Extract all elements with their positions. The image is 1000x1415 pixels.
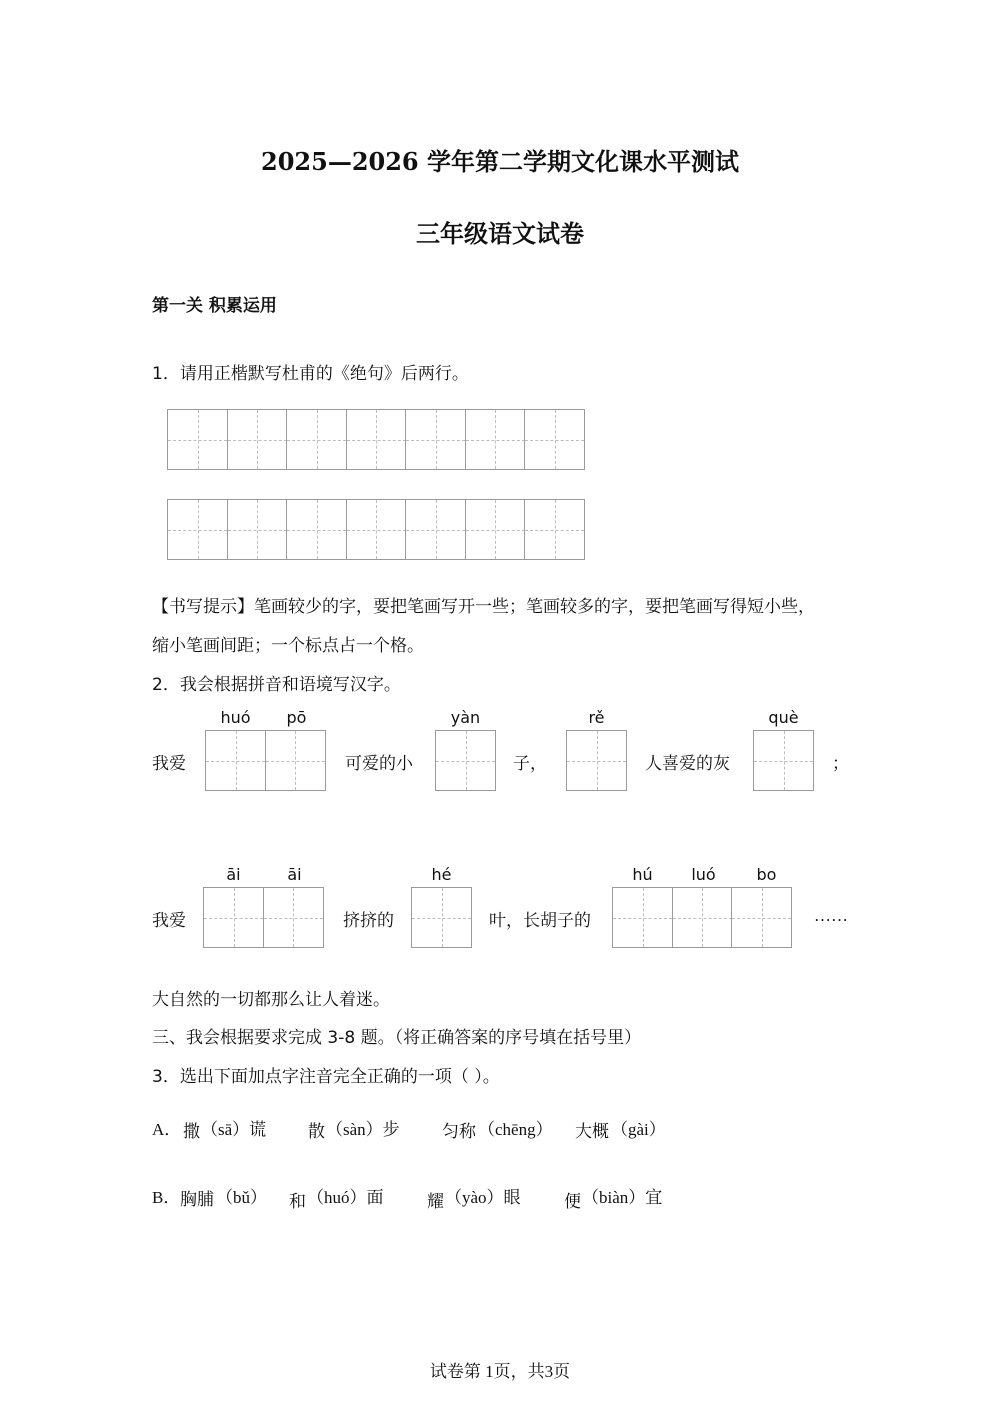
sentence-text: ； bbox=[832, 754, 849, 774]
writing-cell[interactable] bbox=[524, 499, 585, 560]
option-a-word: 撒 bbox=[183, 1122, 200, 1142]
answer-boxes bbox=[566, 730, 627, 791]
option-a-word: 匀称 bbox=[442, 1122, 476, 1142]
question-3-prompt: 3．选出下面加点字注音完全正确的一项（ ）。 bbox=[152, 1067, 500, 1087]
section-heading: 第一关 积累运用 bbox=[152, 296, 277, 316]
option-a-word: 大概 bbox=[575, 1122, 609, 1142]
writing-cell[interactable] bbox=[346, 499, 407, 560]
pinyin-label: hú bbox=[632, 865, 653, 884]
writing-cell[interactable] bbox=[465, 499, 526, 560]
writing-cell[interactable] bbox=[286, 499, 347, 560]
pinyin-label: rě bbox=[588, 708, 605, 727]
option-a-pinyin: （chēng） bbox=[478, 1120, 553, 1139]
answer-cell[interactable] bbox=[435, 730, 496, 791]
answer-cell[interactable] bbox=[411, 887, 472, 948]
section-3-heading: 三、我会根据要求完成 3-8 题。（将正确答案的序号填在括号里） bbox=[152, 1028, 642, 1048]
answer-cell[interactable] bbox=[265, 730, 326, 791]
answer-cell[interactable] bbox=[612, 887, 673, 948]
answer-boxes bbox=[205, 730, 326, 791]
writing-cell[interactable] bbox=[405, 499, 466, 560]
pinyin-label: luó bbox=[691, 865, 716, 884]
writing-cell[interactable] bbox=[286, 409, 347, 470]
writing-cell[interactable] bbox=[167, 499, 228, 560]
exam-title: 2025—2026 学年第二学期文化课水平测试 bbox=[261, 147, 739, 176]
writing-tip-line-1: 【书写提示】笔画较少的字，要把笔画写开一些；笔画较多的字，要把笔画写得短小些， bbox=[152, 597, 815, 617]
writing-cell[interactable] bbox=[405, 409, 466, 470]
option-a-pinyin: （sā）谎 bbox=[201, 1120, 267, 1139]
writing-cell[interactable] bbox=[167, 409, 228, 470]
pinyin-label: hé bbox=[431, 865, 452, 884]
option-b-word: 便 bbox=[564, 1192, 581, 1212]
pinyin-label: yàn bbox=[450, 708, 481, 727]
question-2-prompt: 2．我会根据拼音和语境写汉字。 bbox=[152, 675, 401, 695]
answer-cell[interactable] bbox=[753, 730, 814, 791]
writing-tip-line-2: 缩小笔画间距；一个标点占一个格。 bbox=[152, 636, 424, 656]
answer-boxes bbox=[612, 887, 792, 948]
exam-subtitle: 三年级语文试卷 bbox=[416, 219, 584, 248]
closing-sentence: 大自然的一切都那么让人着迷。 bbox=[152, 990, 390, 1010]
answer-boxes bbox=[203, 887, 324, 948]
option-b-word: 胸脯 bbox=[180, 1190, 214, 1210]
answer-cell[interactable] bbox=[566, 730, 627, 791]
option-b-word: 和 bbox=[289, 1192, 306, 1212]
option-a-pinyin: （sàn）步 bbox=[326, 1120, 400, 1139]
option-b-pinyin: （yào）眼 bbox=[445, 1188, 521, 1207]
page-number: 试卷第 1页，共3页 bbox=[429, 1362, 571, 1381]
pinyin-label: āi bbox=[287, 865, 302, 884]
option-a-word: 散 bbox=[308, 1122, 325, 1142]
sentence-text: 子， bbox=[513, 754, 547, 774]
pinyin-label: āi bbox=[226, 865, 241, 884]
pinyin-label: què bbox=[768, 708, 799, 727]
option-b-pinyin: （biàn）宜 bbox=[582, 1188, 663, 1207]
writing-cell[interactable] bbox=[465, 409, 526, 470]
option-a-pinyin: （gài） bbox=[611, 1120, 666, 1139]
ellipsis-text: …… bbox=[814, 906, 848, 925]
writing-cell[interactable] bbox=[524, 409, 585, 470]
question-1-prompt: 1．请用正楷默写杜甫的《绝句》后两行。 bbox=[152, 364, 469, 384]
answer-cell[interactable] bbox=[203, 887, 264, 948]
answer-boxes bbox=[753, 730, 814, 791]
sentence-text: 挤挤的 bbox=[343, 911, 394, 931]
answer-boxes bbox=[435, 730, 496, 791]
answer-cell[interactable] bbox=[672, 887, 733, 948]
writing-cell[interactable] bbox=[227, 499, 288, 560]
option-b-pinyin: （huó）面 bbox=[307, 1188, 384, 1207]
pinyin-label: huó bbox=[220, 708, 251, 727]
sentence-text: 叶，长胡子的 bbox=[489, 911, 591, 931]
writing-grid-row-1 bbox=[167, 409, 585, 470]
option-b-label[interactable]: B． bbox=[152, 1188, 181, 1207]
answer-cell[interactable] bbox=[731, 887, 792, 948]
pinyin-label: bo bbox=[756, 865, 777, 884]
answer-boxes bbox=[411, 887, 472, 948]
sentence-text: 我爱 bbox=[152, 911, 186, 931]
writing-cell[interactable] bbox=[227, 409, 288, 470]
option-a-label[interactable]: A． bbox=[152, 1120, 182, 1139]
option-b-pinyin: （bǔ） bbox=[216, 1188, 267, 1207]
writing-grid-row-2 bbox=[167, 499, 585, 560]
answer-cell[interactable] bbox=[205, 730, 266, 791]
option-b-word: 耀 bbox=[427, 1192, 444, 1212]
sentence-text: 我爱 bbox=[152, 754, 186, 774]
answer-cell[interactable] bbox=[263, 887, 324, 948]
sentence-text: 可爱的小 bbox=[345, 754, 413, 774]
sentence-text: 人喜爱的灰 bbox=[645, 754, 730, 774]
pinyin-label: pō bbox=[286, 708, 307, 727]
writing-cell[interactable] bbox=[346, 409, 407, 470]
